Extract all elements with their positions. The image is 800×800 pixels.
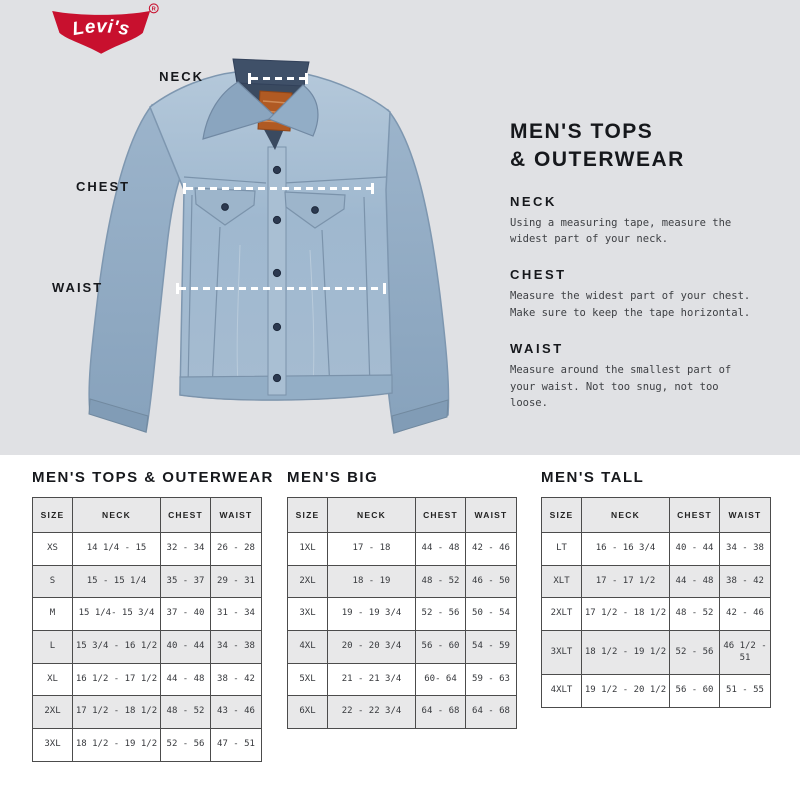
table-row <box>288 696 517 729</box>
table-title: MEN'S TOPS & OUTERWEAR <box>32 469 274 486</box>
size-cell: 1XL <box>288 533 328 566</box>
measure-cell: 46 1/2 - 51 <box>720 631 771 675</box>
measure-cell: 38 - 42 <box>211 663 262 696</box>
column-header: NECK <box>582 498 670 533</box>
measure-cell: 52 - 56 <box>416 598 466 631</box>
measure-cell: 56 - 60 <box>670 675 720 708</box>
size-cell: 2XL <box>288 565 328 598</box>
measure-cell: 40 - 44 <box>161 631 211 664</box>
size-cell: 5XL <box>288 663 328 696</box>
measure-cell: 52 - 56 <box>670 631 720 675</box>
size-cell: S <box>33 565 73 598</box>
chest-label: CHEST <box>76 179 131 194</box>
measure-cell: 50 - 54 <box>466 598 517 631</box>
size-cell: 2XL <box>33 696 73 729</box>
size-table <box>541 497 771 708</box>
table-tall <box>541 469 770 762</box>
info-section-waist: WAIST Measure around the smallest part of your waist. Not too snug, not too loose. <box>510 340 732 410</box>
table-row <box>33 729 262 762</box>
table-row <box>542 631 771 675</box>
measure-cell: 14 1/4 - 15 <box>73 533 161 566</box>
measure-cell: 44 - 48 <box>670 565 720 598</box>
measure-cell: 34 - 38 <box>211 631 262 664</box>
size-cell: XL <box>33 663 73 696</box>
measure-cell: 48 - 52 <box>161 696 211 729</box>
column-header: CHEST <box>161 498 211 533</box>
measure-cell: 17 1/2 - 18 1/2 <box>582 598 670 631</box>
measure-cell: 40 - 44 <box>670 533 720 566</box>
measure-cell: 26 - 28 <box>211 533 262 566</box>
size-cell: 4XLT <box>542 675 582 708</box>
measure-cell: 16 - 16 3/4 <box>582 533 670 566</box>
measure-cell: 34 - 38 <box>720 533 771 566</box>
neck-label: NECK <box>159 69 204 84</box>
measuring-instructions <box>510 118 778 412</box>
measure-cell: 17 - 18 <box>328 533 416 566</box>
column-header: SIZE <box>33 498 73 533</box>
table-row <box>542 565 771 598</box>
measure-cell: 15 3/4 - 16 1/2 <box>73 631 161 664</box>
info-section-neck: NECK Using a measuring tape, measure the widest part of your neck. <box>510 193 732 246</box>
measure-cell: 51 - 55 <box>720 675 771 708</box>
table-row <box>33 533 262 566</box>
denim-jacket-image <box>70 55 470 445</box>
neck-measure-line <box>248 73 308 84</box>
measure-cell: 44 - 48 <box>416 533 466 566</box>
measure-cell: 18 1/2 - 19 1/2 <box>73 729 161 762</box>
column-header: NECK <box>328 498 416 533</box>
size-cell: 3XL <box>33 729 73 762</box>
chest-measure-line <box>183 183 374 194</box>
table-title: MEN'S TALL <box>541 469 645 486</box>
size-cell: L <box>33 631 73 664</box>
table-title: MEN'S BIG <box>287 469 379 486</box>
measure-cell: 32 - 34 <box>161 533 211 566</box>
table-row <box>33 598 262 631</box>
size-table <box>287 497 517 729</box>
column-header: WAIST <box>211 498 262 533</box>
table-row <box>288 631 517 664</box>
info-title: MEN'S TOPS & OUTERWEAR <box>510 120 685 172</box>
measure-cell: 60- 64 <box>416 663 466 696</box>
measure-cell: 59 - 63 <box>466 663 517 696</box>
table-row <box>33 565 262 598</box>
table-row <box>542 533 771 566</box>
table-row <box>33 696 262 729</box>
measure-cell: 64 - 68 <box>416 696 466 729</box>
size-table <box>32 497 262 762</box>
measure-cell: 56 - 60 <box>416 631 466 664</box>
measure-cell: 43 - 46 <box>211 696 262 729</box>
table-row <box>288 663 517 696</box>
svg-text:Levi's: Levi's <box>70 15 132 40</box>
measure-cell: 17 - 17 1/2 <box>582 565 670 598</box>
table-row <box>33 631 262 664</box>
measure-cell: 35 - 37 <box>161 565 211 598</box>
measure-cell: 22 - 22 3/4 <box>328 696 416 729</box>
measure-cell: 21 - 21 3/4 <box>328 663 416 696</box>
column-header: SIZE <box>288 498 328 533</box>
size-cell: 6XL <box>288 696 328 729</box>
column-header: WAIST <box>720 498 771 533</box>
table-row <box>33 663 262 696</box>
measure-cell: 31 - 34 <box>211 598 262 631</box>
measure-cell: 20 - 20 3/4 <box>328 631 416 664</box>
measure-cell: 44 - 48 <box>161 663 211 696</box>
measure-cell: 18 - 19 <box>328 565 416 598</box>
size-cell: LT <box>542 533 582 566</box>
size-cell: 3XL <box>288 598 328 631</box>
table-row <box>288 533 517 566</box>
size-cell: XLT <box>542 565 582 598</box>
size-cell: XS <box>33 533 73 566</box>
size-cell: 4XL <box>288 631 328 664</box>
measure-cell: 17 1/2 - 18 1/2 <box>73 696 161 729</box>
column-header: CHEST <box>416 498 466 533</box>
table-row <box>288 565 517 598</box>
size-tables-section <box>32 469 770 762</box>
info-section-chest: CHEST Measure the widest part of your chest. Make sure to keep the tape horizontal. <box>510 267 751 320</box>
measure-cell: 48 - 52 <box>416 565 466 598</box>
size-cell: 2XLT <box>542 598 582 631</box>
measure-cell: 47 - 51 <box>211 729 262 762</box>
waist-label: WAIST <box>52 280 104 295</box>
column-header: NECK <box>73 498 161 533</box>
measure-cell: 29 - 31 <box>211 565 262 598</box>
table-tops-outerwear <box>32 469 274 762</box>
measure-cell: 19 1/2 - 20 1/2 <box>582 675 670 708</box>
levis-logo <box>48 2 160 58</box>
measure-cell: 52 - 56 <box>161 729 211 762</box>
measure-cell: 42 - 46 <box>720 598 771 631</box>
measure-cell: 15 - 15 1/4 <box>73 565 161 598</box>
column-header: CHEST <box>670 498 720 533</box>
measure-cell: 54 - 59 <box>466 631 517 664</box>
column-header: SIZE <box>542 498 582 533</box>
measure-cell: 15 1/4- 15 3/4 <box>73 598 161 631</box>
measure-cell: 42 - 46 <box>466 533 517 566</box>
table-big <box>287 469 515 762</box>
measure-cell: 37 - 40 <box>161 598 211 631</box>
measure-cell: 16 1/2 - 17 1/2 <box>73 663 161 696</box>
measure-cell: 38 - 42 <box>720 565 771 598</box>
size-cell: M <box>33 598 73 631</box>
measure-cell: 48 - 52 <box>670 598 720 631</box>
measure-cell: 19 - 19 3/4 <box>328 598 416 631</box>
column-header: WAIST <box>466 498 517 533</box>
table-row <box>288 598 517 631</box>
size-cell: 3XLT <box>542 631 582 675</box>
measure-cell: 64 - 68 <box>466 696 517 729</box>
measure-cell: 46 - 50 <box>466 565 517 598</box>
waist-measure-line <box>176 283 386 294</box>
table-row <box>542 675 771 708</box>
levis-batwing-icon <box>48 2 160 58</box>
table-row <box>542 598 771 631</box>
registered-mark: R <box>151 6 156 13</box>
measure-cell: 18 1/2 - 19 1/2 <box>582 631 670 675</box>
